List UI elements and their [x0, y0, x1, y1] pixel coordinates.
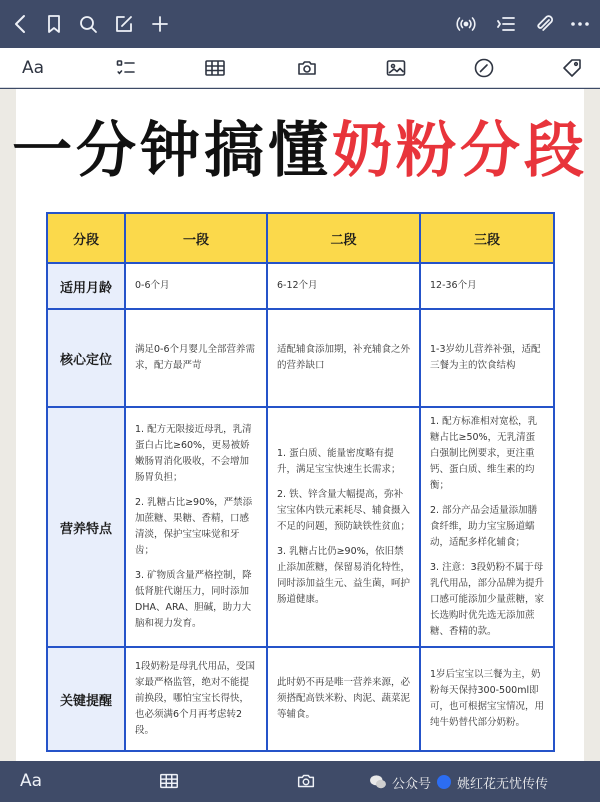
attachment-icon[interactable] [532, 12, 556, 36]
top-navigation-bar [0, 0, 600, 48]
row-header: 适用月龄 [47, 263, 125, 309]
camera-icon[interactable] [295, 56, 319, 80]
table-icon[interactable] [203, 56, 227, 80]
table-cell: 1. 蛋白质、能量密度略有提升，满足宝宝快速生长需求； 2. 铁、锌含量大幅提高，弥补宝宝体内铁元素耗尽、辅食摄入不足的问题，预防缺铁性贫血； 3. 乳糖占比仍≥90%，依旧禁止添加蔗糖，保留易消化特性，同时添加益生元、益生菌，呵护肠道健康。 [267, 407, 420, 647]
table-cell: 6-12个月 [267, 263, 420, 309]
watermark [368, 768, 548, 796]
bottom-toolbar [0, 761, 600, 802]
search-icon[interactable] [76, 12, 100, 36]
text-style-button[interactable]: Aa [20, 771, 43, 791]
table-row [47, 309, 554, 407]
table-row [47, 647, 554, 751]
row-header: 营养特点 [47, 407, 125, 647]
milk-stage-table [46, 212, 555, 752]
format-toolbar [0, 48, 600, 88]
table-cell: 1段奶粉是母乳代用品，受国家最严格监管，绝对不能提前换段，哪怕宝宝长得快，也必须满6个月再考虑转2段。 [125, 647, 267, 751]
table-cell: 1. 配方标准相对宽松，乳糖占比≥50%，无乳清蛋白强制比例要求，更注重钙、蛋白质、维生素的均衡； 2. 部分产品会适量添加膳食纤维，助力宝宝肠道蠕动，适配多样化辅食； 3. 注意：3段奶粉不属于母乳代用品，部分品牌为提升口感可能添加少量蔗糖，家长选购时优先选无添加蔗糖、香精的款。 [420, 407, 554, 647]
pen-icon[interactable] [472, 56, 496, 80]
table-cell: 1-3岁幼儿营养补强，适配三餐为主的饮食结构 [420, 309, 554, 407]
row-header: 核心定位 [47, 309, 125, 407]
edit-icon[interactable] [112, 12, 136, 36]
table-cell: 0-6个月 [125, 263, 267, 309]
watermark-text-2: 姚红花无忧传传 [457, 776, 549, 792]
table-cell: 满足0-6个月婴儿全部营养需求，配方最严苛 [125, 309, 267, 407]
watermark-text-1: 公众号 [392, 776, 432, 792]
wechat-icon [368, 772, 388, 792]
watermark-badge-icon [437, 775, 451, 789]
table-row [47, 263, 554, 309]
add-icon[interactable] [148, 12, 172, 36]
table-cell: 适配辅食添加期，补充辅食之外的营养缺口 [267, 309, 420, 407]
page-title [0, 108, 600, 194]
table-header-cell: 三段 [420, 213, 554, 263]
image-icon[interactable] [384, 56, 408, 80]
table-header-cell: 二段 [267, 213, 420, 263]
list-icon[interactable] [494, 12, 518, 36]
tag-icon[interactable] [560, 56, 584, 80]
table-row [47, 407, 554, 647]
table-cell: 12-36个月 [420, 263, 554, 309]
table-cell: 此时奶不再是唯一营养来源，必须搭配高铁米粉、肉泥、蔬菜泥等辅食。 [267, 647, 420, 751]
broadcast-icon[interactable] [454, 12, 478, 36]
title-part-2: 奶粉分段 [332, 116, 588, 186]
table-header-row [47, 213, 554, 263]
table-header-cell: 一段 [125, 213, 267, 263]
table-header-cell: 分段 [47, 213, 125, 263]
back-icon[interactable] [9, 12, 33, 36]
text-style-button[interactable]: Aa [22, 58, 45, 78]
title-part-1: 一分钟搞懂 [12, 116, 332, 186]
more-icon[interactable] [568, 12, 592, 36]
bookmark-icon[interactable] [42, 12, 66, 36]
table-cell: 1. 配方无限接近母乳，乳清蛋白占比≥60%，更易被娇嫩肠胃消化吸收，不会增加肠胃负担； 2. 乳糖占比≥90%，严禁添加蔗糖、果糖、香精，口感清淡，保护宝宝味觉和牙齿； 3. 矿物质含量严格控制，降低肾脏代谢压力，同时添加DHA、ARA、胆碱，助力大脑和视力发育。 [125, 407, 267, 647]
camera-icon[interactable] [295, 770, 317, 792]
row-header: 关键提醒 [47, 647, 125, 751]
table-cell: 1岁后宝宝以三餐为主，奶粉每天保持300-500ml即可，也可根据宝宝情况，用纯牛奶替代部分奶粉。 [420, 647, 554, 751]
table-icon[interactable] [158, 770, 180, 792]
checklist-icon[interactable] [114, 56, 138, 80]
